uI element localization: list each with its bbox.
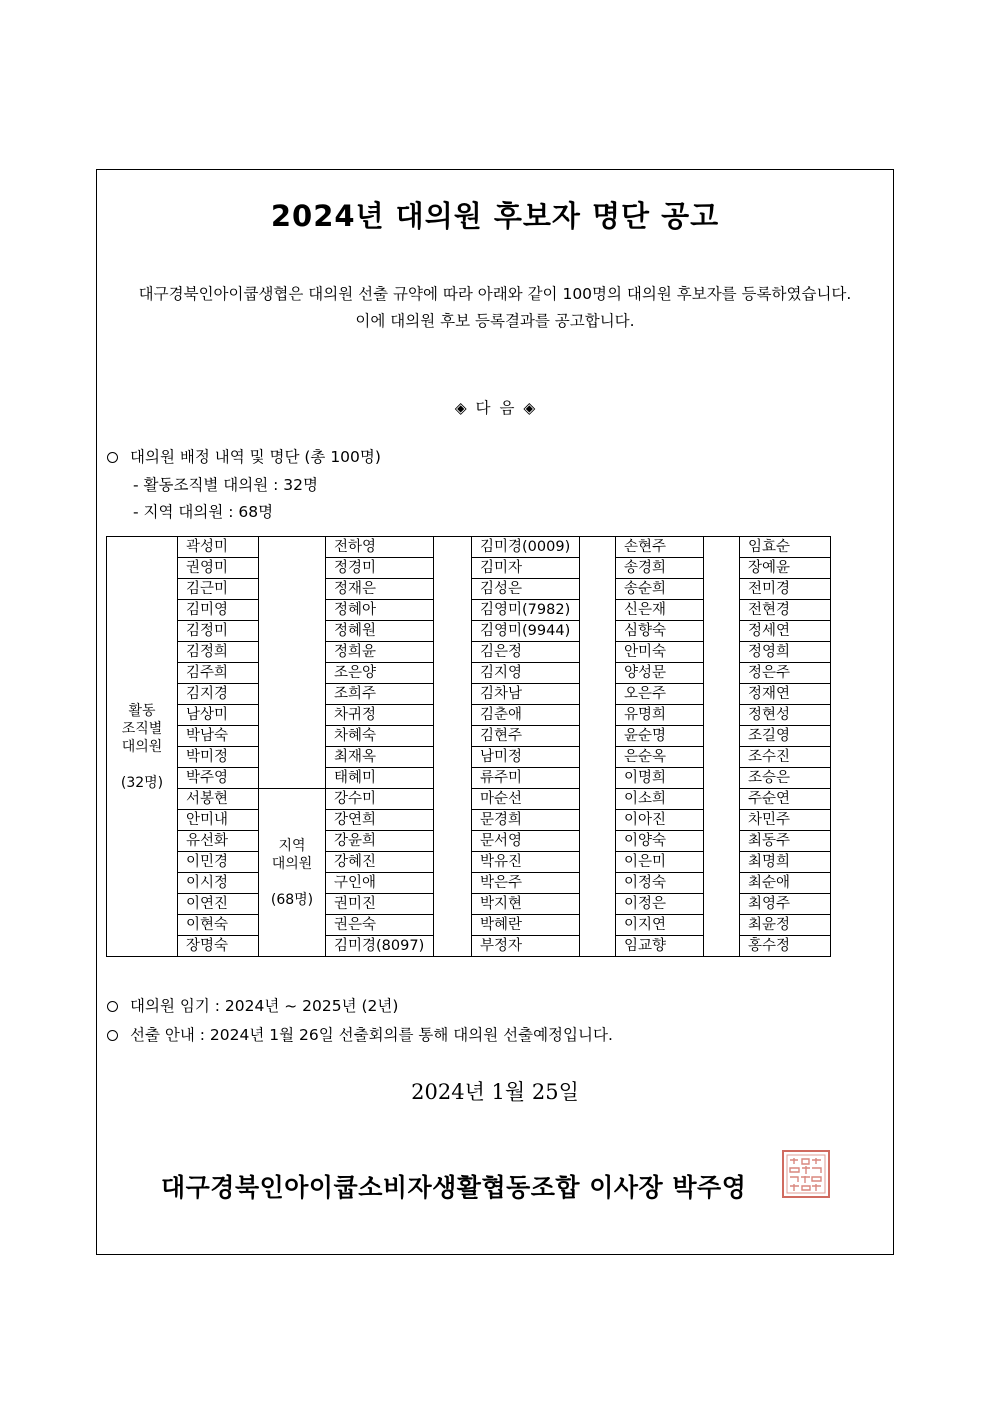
delegate-name: 심향숙 [616,621,704,642]
group-label-region [259,789,326,957]
delegate-name: 이민경 [178,852,259,873]
delegate-name: 이은미 [616,852,704,873]
delegate-name: 정세연 [740,621,831,642]
delegate-name: 최순애 [740,873,831,894]
delegate-name: 김현주 [472,726,580,747]
allocation-region: - 지역 대의원 : 68명 [133,503,274,521]
delegate-name: 정혜아 [326,600,434,621]
delegate-name: 조승은 [740,768,831,789]
delegate-name: 남미정 [472,747,580,768]
delegate-name: 강연희 [326,810,434,831]
delegate-name: 정경미 [326,558,434,579]
delegate-name: 곽성미 [178,537,259,558]
allocation-activity: - 활동조직별 대의원 : 32명 [133,475,319,494]
delegate-name: 김은정 [472,642,580,663]
delegate-name: 조길영 [740,726,831,747]
group-label-activity [107,537,178,957]
table-row [107,537,831,558]
delegate-name: 박지현 [472,894,580,915]
delegate-name: 차혜숙 [326,726,434,747]
delegate-name: 장명숙 [178,936,259,957]
delegate-name: 전하영 [326,537,434,558]
delegate-name: 조은양 [326,663,434,684]
delegate-name: 임교향 [616,936,704,957]
delegate-name: 이정숙 [616,873,704,894]
delegate-name: 김성은 [472,579,580,600]
intro-text [119,281,871,335]
delegate-name: 조수진 [740,747,831,768]
term-row [107,992,613,1021]
delegate-name: 유선화 [178,831,259,852]
allocation-section [107,444,381,527]
circle-bullet-icon [107,1030,118,1041]
delegate-name: 김근미 [178,579,259,600]
delegate-name: 윤순명 [616,726,704,747]
delegate-name: 김주희 [178,663,259,684]
delegate-name: 안미숙 [616,642,704,663]
delegate-name: 이현숙 [178,915,259,936]
delegate-name: 남상미 [178,705,259,726]
delegate-name: 정희윤 [326,642,434,663]
delegate-name: 이소희 [616,789,704,810]
delegate-name: 정재은 [326,579,434,600]
spacer-cell [580,537,616,957]
allocation-heading: 대의원 배정 내역 및 명단 (총 100명) [130,448,381,466]
notice-date: 2024년 1월 25일 [411,1080,579,1104]
delegate-name: 손현주 [616,537,704,558]
delegate-name: 송순희 [616,579,704,600]
delegate-name: 정혜원 [326,621,434,642]
delegate-name: 김지영 [472,663,580,684]
delegate-name: 차귀정 [326,705,434,726]
delegate-name: 박미정 [178,747,259,768]
delegate-name: 이정은 [616,894,704,915]
delegate-name: 오은주 [616,684,704,705]
delegate-name: 김춘애 [472,705,580,726]
circle-bullet-icon [107,1001,118,1012]
delegate-name: 전현경 [740,600,831,621]
signature: 대구경북인아이쿱소비자생활협동조합 이사장 박주영 [161,1173,747,1202]
delegate-name: 최명희 [740,852,831,873]
delegate-name: 이아진 [616,810,704,831]
election-text: 선출 안내 : 2024년 1월 26일 선출회의를 통해 대의원 선출예정입니다. [130,1026,613,1044]
delegate-name: 최동주 [740,831,831,852]
delegate-name: 부정자 [472,936,580,957]
delegate-name: 권은숙 [326,915,434,936]
delegate-name: 김정미 [178,621,259,642]
spacer-cell [704,537,740,957]
spacer-cell [259,537,326,789]
delegate-name: 구인애 [326,873,434,894]
delegate-name: 마순선 [472,789,580,810]
delegate-name: 정현성 [740,705,831,726]
delegate-name: 송경희 [616,558,704,579]
delegate-name: 임효순 [740,537,831,558]
delegate-name: 최재옥 [326,747,434,768]
delegate-name: 최영주 [740,894,831,915]
delegate-name: 조희주 [326,684,434,705]
delegate-name: 강혜진 [326,852,434,873]
delegate-name: 김정희 [178,642,259,663]
delegate-name: 차민주 [740,810,831,831]
group-activity-text: 활동 조직별 대의원 (32명) [120,702,164,791]
delegate-name: 류주미 [472,768,580,789]
delegate-name: 강수미 [326,789,434,810]
delegate-name: 정재연 [740,684,831,705]
delegate-name: 전미경 [740,579,831,600]
delegate-name: 문경희 [472,810,580,831]
delegate-name: 박남숙 [178,726,259,747]
delegate-name: 박은주 [472,873,580,894]
notice-frame [96,169,894,1255]
delegate-name: 은순옥 [616,747,704,768]
bottom-notes [107,992,613,1050]
delegate-name: 정영희 [740,642,831,663]
delegate-name: 이명희 [616,768,704,789]
circle-bullet-icon [107,452,118,463]
delegate-name: 김미경(8097) [326,936,434,957]
delegate-name: 김영미(9944) [472,621,580,642]
delegate-name: 김차남 [472,684,580,705]
intro-line-1: 대구경북인아이쿱생협은 대의원 선출 규약에 따라 아래와 같이 100명의 대의원 후보자를 등록하였습니다. [138,285,852,303]
delegate-name: 홍수정 [740,936,831,957]
delegate-name: 박주영 [178,768,259,789]
delegate-name: 유명희 [616,705,704,726]
delegate-name: 권영미 [178,558,259,579]
delegate-name: 장예윤 [740,558,831,579]
delegate-name: 태혜미 [326,768,434,789]
delegate-name: 서봉현 [178,789,259,810]
delegate-name: 권미진 [326,894,434,915]
delegate-name: 박유진 [472,852,580,873]
delegate-name: 안미내 [178,810,259,831]
delegate-name: 박혜란 [472,915,580,936]
group-region-text: 지역 대의원 (68명) [270,837,314,908]
delegate-name: 문서영 [472,831,580,852]
delegate-name: 신은재 [616,600,704,621]
delegate-name: 최윤정 [740,915,831,936]
delegate-name: 김미경(0009) [472,537,580,558]
notice-title: 2024년 대의원 후보자 명단 공고 [270,199,720,233]
delegate-name: 김미영 [178,600,259,621]
delegate-name: 이양숙 [616,831,704,852]
delegate-name: 정은주 [740,663,831,684]
daum-heading: ◈ 다 음 ◈ [454,399,536,417]
intro-line-2: 이에 대의원 후보 등록결과를 공고합니다. [355,312,635,330]
term-text: 대의원 임기 : 2024년 ~ 2025년 (2년) [130,997,399,1015]
delegate-name: 김영미(7982) [472,600,580,621]
delegate-name: 양성문 [616,663,704,684]
spacer-cell [434,537,472,957]
delegate-name: 이시정 [178,873,259,894]
election-row [107,1021,613,1050]
delegate-name: 이연진 [178,894,259,915]
delegate-table [106,536,831,957]
delegate-name: 김지경 [178,684,259,705]
delegate-name: 이지연 [616,915,704,936]
delegate-name: 강윤희 [326,831,434,852]
delegate-name: 김미자 [472,558,580,579]
official-seal-stamp [781,1149,831,1199]
allocation-heading-row [107,444,381,472]
delegate-name: 주순연 [740,789,831,810]
